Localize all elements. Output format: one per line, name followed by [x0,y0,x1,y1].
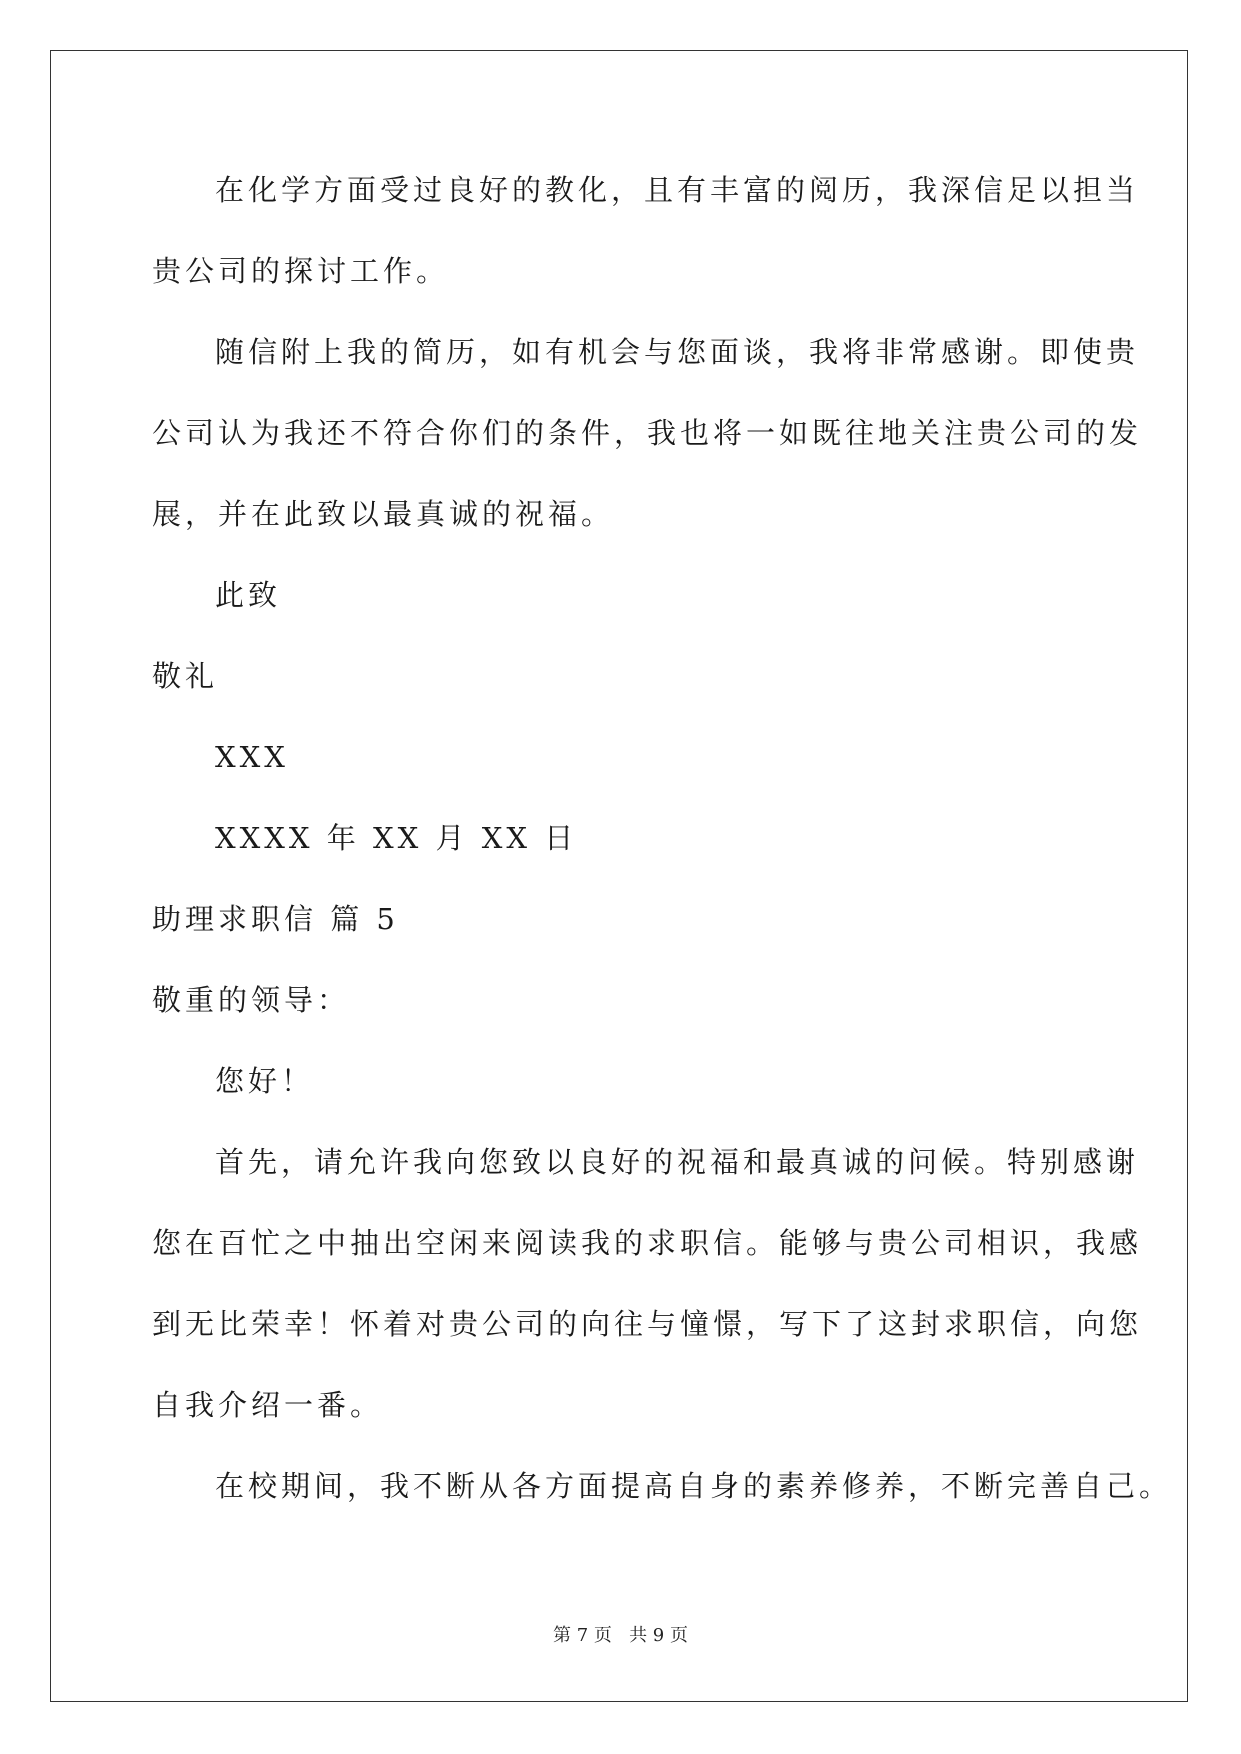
page-border [50,50,1188,1702]
paragraph-line: 自我介绍一番。 [152,1388,384,1422]
paragraph-line: 贵公司的探讨工作。 [152,254,450,288]
paragraph-line: 展，并在此致以最真诚的祝福。 [152,497,615,531]
closing-salutation: 此致 [215,578,282,612]
paragraph-line: 在校期间，我不断从各方面提高自身的素养修养，不断完善自己。 [215,1469,1173,1503]
section-heading: 助理求职信 篇 5 [152,902,399,936]
signature-name: XXX [215,740,289,774]
greeting-recipient: 敬重的领导： [152,983,351,1017]
paragraph-line: 到无比荣幸！怀着对贵公司的向往与憧憬，写下了这封求职信，向您 [152,1307,1143,1341]
paragraph-line: 在化学方面受过良好的教化，且有丰富的阅历，我深信足以担当 [215,173,1140,207]
paragraph-line: 随信附上我的简历，如有机会与您面谈，我将非常感谢。即使贵 [215,335,1140,369]
paragraph-line: 公司认为我还不符合你们的条件，我也将一如既往地关注贵公司的发 [152,416,1143,450]
page-number-footer: 第 7 页 共 9 页 [553,1625,688,1646]
paragraph-line: 您在百忙之中抽出空闲来阅读我的求职信。能够与贵公司相识，我感 [152,1226,1143,1260]
closing-respect: 敬礼 [152,659,219,693]
greeting: 您好！ [215,1064,315,1098]
paragraph-line: 首先，请允许我向您致以良好的祝福和最真诚的问候。特别感谢 [215,1145,1140,1179]
signature-date: XXXX 年 XX 月 XX 日 [215,821,578,855]
